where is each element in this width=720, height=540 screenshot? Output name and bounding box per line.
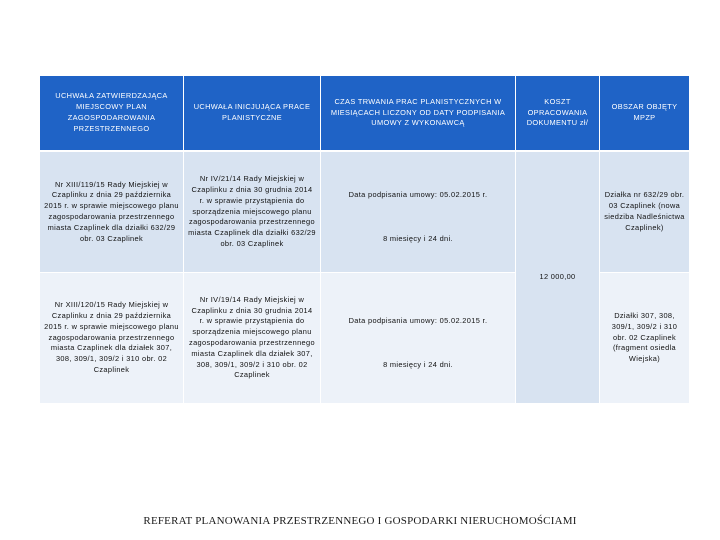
cell-area: Działki 307, 308, 309/1, 309/2 i 310 obr. 02 Czaplinek (fragment osiedla Wiejska)	[600, 273, 690, 404]
top-band	[0, 0, 720, 36]
header-duration: CZAS TRWANIA PRAC PLANISTYCZNYCH W MIESIĄCACH LICZONY OD DATY PODPISANIA UMOWY Z WYKONAWCĄ	[321, 76, 516, 152]
header-initiating-resolution: UCHWAŁA INICJUJĄCA PRACE PLANISTYCZNE	[184, 76, 321, 152]
cell-duration	[321, 152, 516, 273]
cell-area: Działka nr 632/29 obr. 03 Czaplinek (nowa siedziba Nadleśnictwa Czaplinek)	[600, 152, 690, 273]
duration-months: 8 miesięcy i 24 dni.	[383, 233, 453, 243]
cell-approving-resolution: Nr XIII/120/15 Rady Miejskiej w Czaplinku z dnia 29 października 2015 r. w sprawie miejscowego planu zagospodarowania przestrzennego miasta Czaplinek dla działek 307, 308, 309/1, 309/2 i 310 obr. 02 Czaplinek	[40, 273, 184, 404]
header-approving-resolution: UCHWAŁA ZATWIERDZAJĄCA MIEJSCOWY PLAN ZAGOSPODAROWANIA PRZESTRZENNEGO	[40, 76, 184, 152]
duration-months: 8 miesięcy i 24 dni.	[383, 359, 453, 369]
cell-initiating-resolution: Nr IV/19/14 Rady Miejskiej w Czaplinku z dnia 30 grudnia 2014 r. w sprawie przystąpienia do sporządzenia miejscowego planu zagospodarowania przestrzennego miasta Czaplinek dla działek 307, 308, 309/1, 309/2 i 310 obr. 02 Czaplinek	[184, 273, 321, 404]
cell-initiating-resolution: Nr IV/21/14 Rady Miejskiej w Czaplinku z dnia 30 grudnia 2014 r. w sprawie przystąpienia do sporządzenia miejscowego planu zagospodarowania przestrzennego miasta Czaplinek dla działki 632/29 obr. 03 Czaplinek	[184, 152, 321, 273]
contract-signed-date: Data podpisania umowy: 05.02.2015 r.	[348, 190, 488, 200]
footer-department: REFERAT PLANOWANIA PRZESTRZENNEGO I GOSPODARKI NIERUCHOMOŚCIAMI	[143, 515, 577, 527]
table-header-row	[40, 76, 690, 152]
table-row	[40, 152, 690, 273]
header-area: OBSZAR OBJĘTY MPZP	[600, 76, 690, 152]
header-cost: KOSZT OPRACOWANIA DOKUMENTU zł/	[516, 76, 600, 152]
cell-cost: 12 000,00	[516, 152, 600, 404]
mpzp-table	[40, 76, 690, 404]
cell-duration	[321, 273, 516, 404]
cell-approving-resolution: Nr XIII/119/15 Rady Miejskiej w Czaplinku z dnia 29 października 2015 r. w sprawie miejscowego planu zagospodarowania przestrzennego miasta Czaplinek dla działki 632/29 obr. 03 Czaplinek	[40, 152, 184, 273]
contract-signed-date: Data podpisania umowy: 05.02.2015 r.	[348, 316, 488, 326]
